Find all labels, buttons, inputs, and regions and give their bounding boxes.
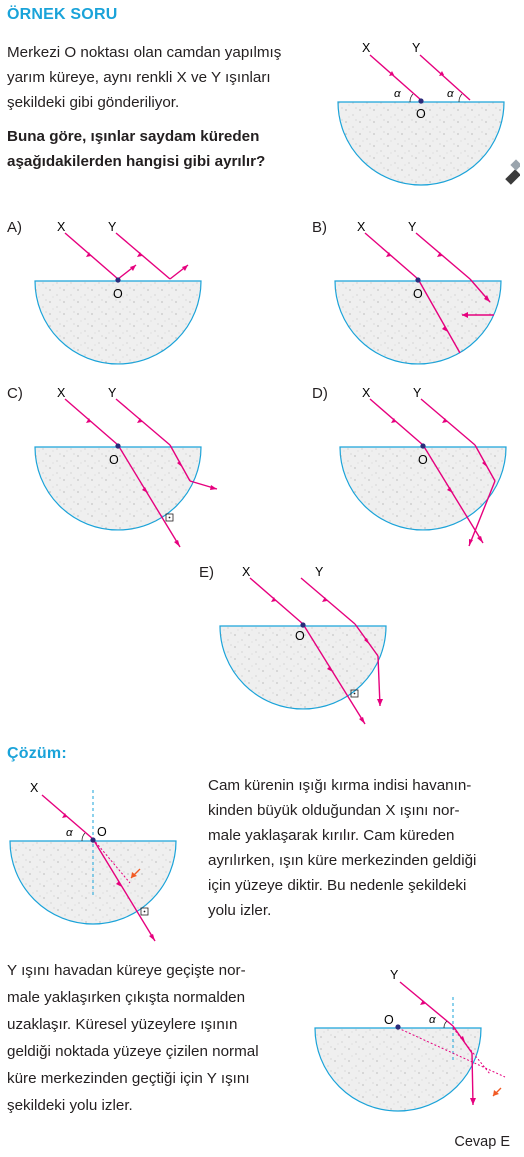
ray-x-out-arrow [477,536,483,543]
ray-y-out [472,1053,473,1105]
solution-p2-line-3: uzaklaşır. Küresel yüzeylere ışının [7,1016,238,1033]
angle-arc [82,833,85,841]
center-point [115,443,120,448]
question-bold-line-2: aşağıdakilerden hangisi gibi ayrılır? [7,153,266,170]
label-o: O [413,287,423,301]
label-x: X [57,386,66,400]
ray-x-in [365,233,418,279]
question-text [7,40,312,174]
center-point [115,277,120,282]
solution-paragraph-1 [208,773,510,923]
option-e-label[interactable]: E) [199,564,214,581]
question-figure [330,35,520,195]
center-point [420,443,425,448]
flashlight-icon [505,159,520,184]
label-x: X [362,386,371,400]
solution-p1-line-3: male yaklaşarak kırılır. Cam küreden [208,827,455,844]
label-x: X [57,220,66,234]
label-y: Y [390,968,399,982]
label-x: X [357,220,366,234]
solution-p1-line-6: yolu izler. [208,902,272,919]
solution-p1-line-4: ayrılırken, ışın küre merkezinden geldiği [208,852,477,869]
label-y: Y [413,386,422,400]
ray-y-out-arrow [470,1098,476,1105]
ray-y-in [416,233,470,279]
center-point [395,1024,400,1029]
label-x: X [30,781,39,795]
label-y: Y [108,220,117,234]
ray-y-out [378,656,380,706]
label-alpha-y: α [447,88,454,100]
label-o: O [109,453,119,467]
question-line-2: yarım küreye, aynı renkli X ve Y ışınları [7,69,271,86]
ray-y [420,55,470,100]
label-y: Y [108,386,117,400]
label-alpha: α [66,827,73,839]
ray-x-in [250,578,303,624]
ray-y-out-arrow [469,539,473,546]
solution-p2-line-2: male yaklaşırken çıkışta normalden [7,989,246,1006]
ray-x-in [370,399,423,445]
label-o: O [97,825,107,839]
solution-heading: Çözüm: [7,745,67,762]
glass-texture [315,1028,481,1111]
solution-p2-line-6: şekildeki yolu izler. [7,1097,133,1114]
ray-x-in [65,399,118,445]
ray-y-in [400,982,453,1026]
option-d-label[interactable]: D) [312,385,328,402]
label-y: Y [315,565,324,579]
option-a-label[interactable]: A) [7,219,22,236]
ray-x-out-arrow [174,540,180,547]
question-line-3: şekildeki gibi gönderiliyor. [7,94,180,111]
question-line-1: Merkezi O noktası olan camdan yapılmış [7,44,282,61]
label-y: Y [408,220,417,234]
solution-p2-line-1: Y ışını havadan küreye geçişte nor- [7,962,246,979]
ray-x-out-arrow [359,717,365,724]
angle-arc-y [459,94,462,102]
label-o: O [418,453,428,467]
solution-paragraph-2 [7,957,285,1119]
option-c-figure[interactable] [20,381,220,553]
solution-p1-line-1: Cam kürenin ışığı kırma indisi havanın- [208,777,472,794]
label-o: O [295,629,305,643]
ray-x-out-arrow [149,934,155,941]
label-y: Y [412,41,421,55]
solution-figure-y [305,962,510,1127]
question-bold-line-1: Buna göre, ışınlar saydam küreden [7,128,260,145]
option-a-figure[interactable] [20,215,220,370]
option-b-figure[interactable] [320,215,520,370]
option-c-label[interactable]: C) [7,385,23,402]
ray-y-in [116,233,170,279]
center-point [90,837,95,842]
ray-y-in [116,399,170,445]
ray-x-in [65,233,118,279]
label-o: O [113,287,123,301]
answer-text: Cevap E [454,1134,510,1150]
option-d-figure[interactable] [325,381,520,553]
label-alpha-x: α [394,88,401,100]
label-o: O [384,1013,394,1027]
ray-y-in [301,578,355,624]
label-x: X [242,565,251,579]
ray-y-out-arrow [182,265,188,271]
solution-p1-line-2: kinden büyük olduğundan X ışını nor- [208,802,460,819]
ray-y-out-arrow [377,699,383,706]
center-point [300,622,305,627]
label-alpha: α [429,1014,436,1026]
solution-p2-line-5: küre merkezinden geçtiği için Y ışını [7,1070,250,1087]
page-title: ÖRNEK SORU [7,6,118,23]
solution-p1-line-5: için yüzeye diktir. Bu nedenle şekildeki [208,877,467,894]
ray-x-out-arrow [130,265,136,271]
center-point [415,277,420,282]
label-o: O [416,107,426,121]
option-e-figure[interactable] [205,560,405,730]
solution-p2-line-4: geldiği noktada yüzeye çizilen normal [7,1043,259,1060]
angle-arc [444,1021,447,1028]
center-point [418,98,423,103]
option-b-label[interactable]: B) [312,219,327,236]
ray-y-in [421,399,475,445]
angle-arc-x [410,94,413,102]
label-x: X [362,41,371,55]
solution-figure-x [0,775,205,950]
